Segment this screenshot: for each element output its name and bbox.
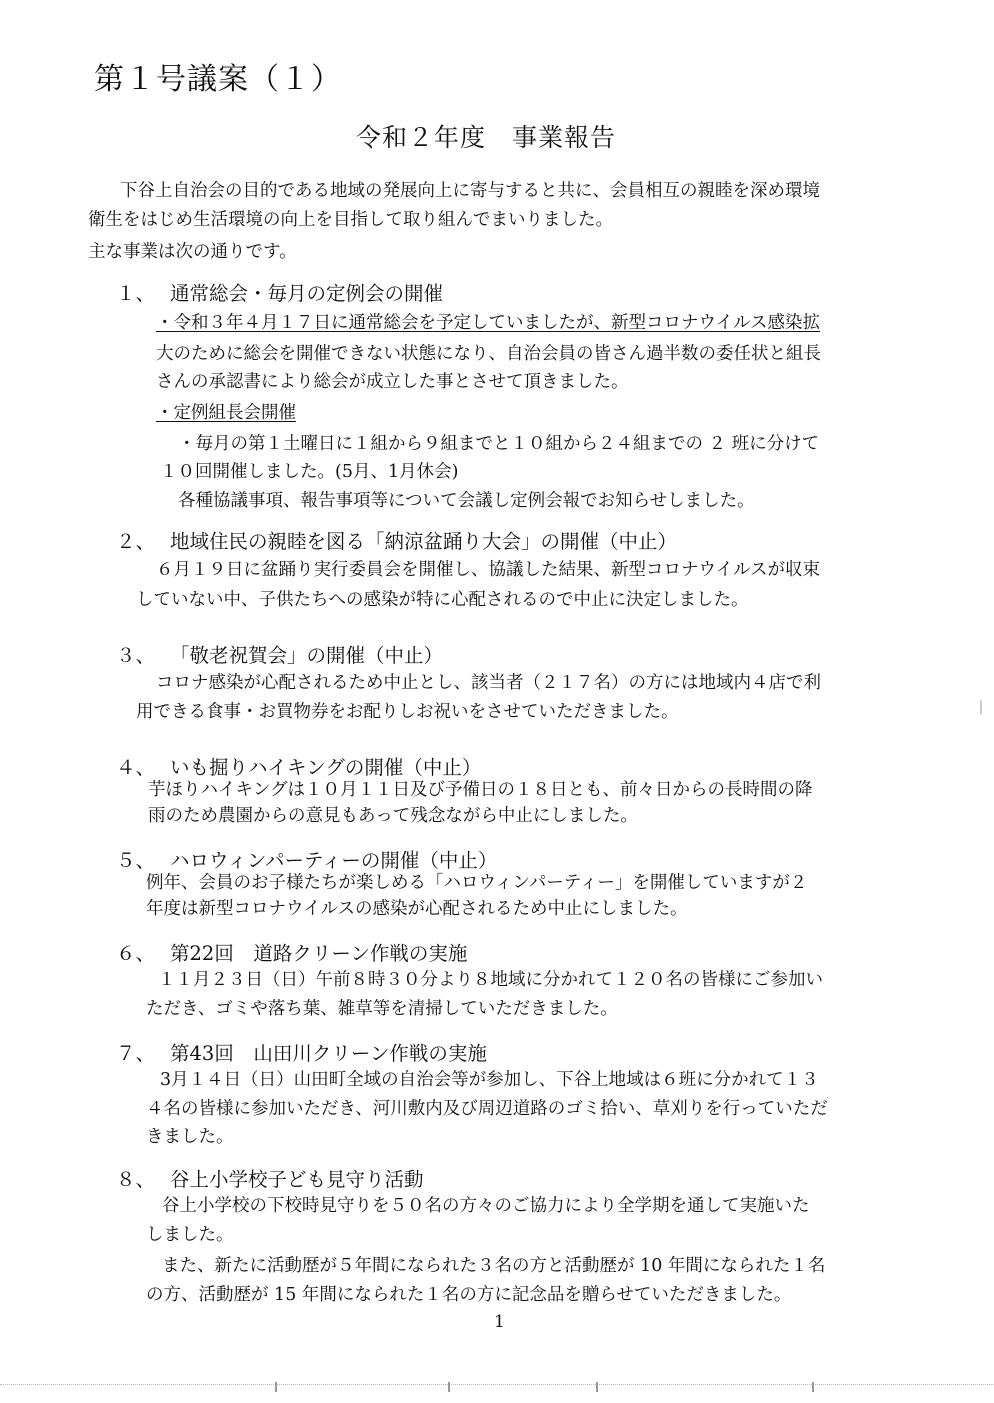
section-line: さんの承認書により総会が成立した事とさせて頂きました。: [156, 372, 629, 392]
scan-artifact-line: [0, 1384, 994, 1386]
document-label: 第１号議案（１）: [94, 62, 342, 97]
scan-artifact-mark: [812, 1382, 814, 1392]
section-heading: [116, 530, 677, 553]
section-line: ・毎月の第１土曜日に１組から９組までと１０組から２４組までの ２ 班に分けて: [178, 434, 820, 454]
section-number: ８、: [116, 1168, 156, 1191]
section-line: ６月１９日に盆踊り実行委員会を開催し、協議した結果、新型コロナウイルスが収束: [156, 560, 820, 580]
section-line: 大のために総会を開催できない状態になり、自治会員の皆さん過半数の委任状と組長: [156, 344, 821, 364]
section-title: 地域住民の親睦を図る「納涼盆踊り大会」の開催（中止）: [170, 530, 678, 553]
section-number: ３、: [116, 644, 156, 667]
section-number: ４、: [116, 756, 156, 779]
section-title: 第22回 道路クリーン作戦の実施: [170, 942, 468, 965]
section-line: 用できる食事・お買物券をお配りしお祝いをさせていただきました。: [136, 702, 679, 722]
section-line: ４名の皆様に参加いただき、河川敷内及び周辺道路のゴミ拾い、草刈りを行っていただ: [146, 1099, 828, 1119]
section-line: 年度は新型コロナウイルスの感染が心配されるため中止にしました。: [146, 899, 688, 919]
scan-artifact-mark: [448, 1382, 450, 1392]
section-line: 谷上小学校の下校時見守りを５０名の方々のご協力により全学期を通して実施いた: [162, 1196, 810, 1216]
section-heading: [116, 282, 443, 305]
section-line: 例年、会員のお子様たちが楽しめる「ハロウィンパーティー」を開催していますが２: [146, 873, 808, 893]
section-title: ハロウィンパーティーの開催（中止）: [170, 849, 498, 872]
intro-line: 衛生をはじめ生活環境の向上を目指して取り組んでまいりました。: [88, 210, 613, 230]
intro-line: 下谷上自治会の目的である地域の発展向上に寄与すると共に、会員相互の親睦を深め環境: [120, 181, 820, 201]
scan-artifact-mark: [596, 1382, 598, 1392]
section-title: いも掘りハイキングの開催（中止）: [170, 756, 482, 779]
section-heading: [116, 1042, 487, 1065]
section-title: 通常総会・毎月の定例会の開催: [170, 282, 444, 305]
section-title: 第43回 山田川クリーン作戦の実施: [170, 1042, 487, 1065]
section-line: していない中、子供たちへの感染が特に心配されるので中止に決定しました。: [136, 590, 749, 610]
section-line: の方、活動歴が 15 年間になられた１名の方に記念品を贈らせていただきました。: [146, 1285, 792, 1305]
section-number: ６、: [116, 942, 156, 965]
section-number: １、: [116, 282, 156, 305]
section-line: ただき、ゴミや落ち葉、雑草等を清掃していただきました。: [146, 999, 618, 1019]
section-line: きました。: [146, 1127, 234, 1147]
section-line: 雨のため農園からの意見もあって残念ながら中止にしました。: [148, 806, 638, 826]
section-line: ・令和３年４月１７日に通常総会を予定していましたが、新型コロナウイルス感染拡: [156, 313, 820, 333]
section-heading: [116, 644, 443, 667]
section-heading: [116, 942, 467, 965]
section-heading: [116, 756, 481, 779]
section-line: １０回開催しました。(5月、1月休会): [160, 462, 459, 482]
subsection-heading: ・定例組長会開催: [156, 403, 296, 423]
section-number: ５、: [116, 849, 156, 872]
section-line: 芋ほりハイキングは１０月１１日及び予備日の１８日とも、前々日からの長時間の降: [148, 780, 813, 800]
intro-line: 主な事業は次の通りです。: [88, 242, 297, 262]
section-line: 各種協議事項、報告事項等について会議し定例会報でお知らせしました。: [178, 491, 755, 511]
section-heading: [116, 849, 497, 872]
section-line: また、新たに活動歴が５年間になられた３名の方と活動歴が 10 年間になられた１名: [162, 1256, 826, 1276]
page-number: 1: [494, 1312, 505, 1332]
section-heading: [116, 1168, 424, 1191]
section-line: １１月２３日（日）午前８時３０分より８地域に分かれて１２０名の皆様にご参加い: [158, 970, 823, 990]
section-line: コロナ感染が心配されるため中止とし、該当者（２１７名）の方には地域内４店で利: [156, 673, 821, 693]
section-title: 谷上小学校子ども見守り活動: [170, 1168, 424, 1191]
section-number: ２、: [116, 530, 156, 553]
scan-artifact-mark: [275, 1382, 277, 1392]
scan-artifact-mark: [980, 700, 982, 714]
section-line: 3月１４日（日）山田町全域の自治会等が参加し、下谷上地域は６班に分かれて１３: [160, 1070, 819, 1090]
section-number: ７、: [116, 1042, 156, 1065]
page-title: 令和２年度 事業報告: [356, 123, 617, 152]
section-line: しました。: [146, 1225, 234, 1245]
section-title: 「敬老祝賀会」の開催（中止）: [170, 644, 444, 667]
